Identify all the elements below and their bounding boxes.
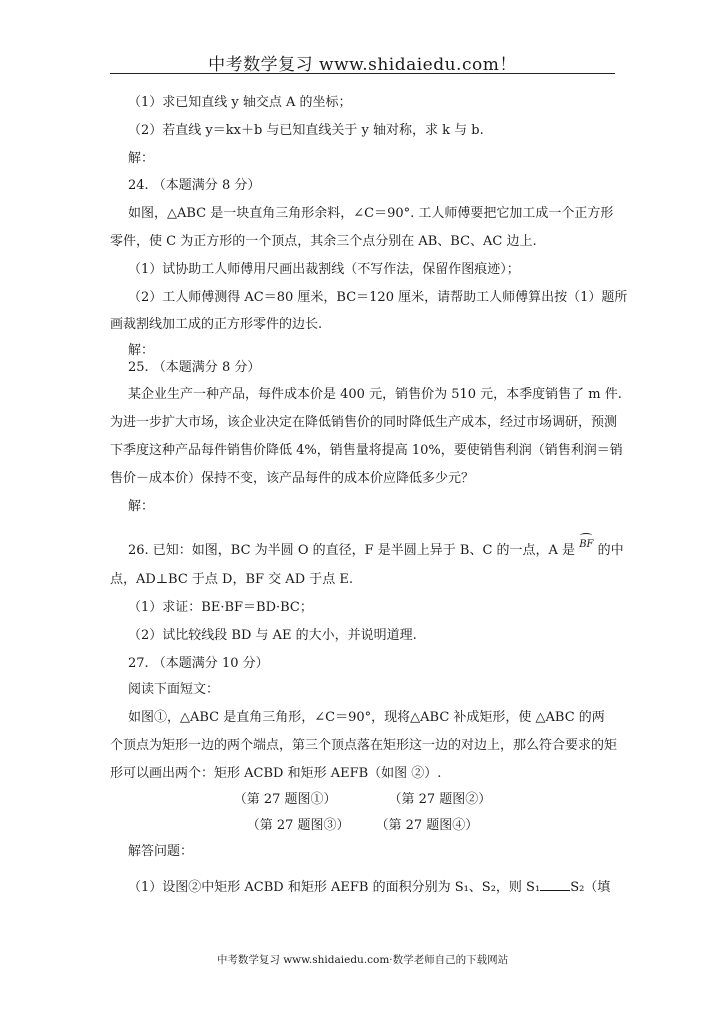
q27-part1-start: （1）设图②中矩形 ACBD 和矩形 AEFB 的面积分别为 S₁、S₂，则 S₁ [128,880,541,895]
q24-solution-label: 解： [128,343,155,358]
q25-solution-label: 解： [128,499,155,514]
q24-line2: 零件，使 C 为正方形的一个顶点，其余三个点分别在 AB、BC、AC 边上. [110,234,537,249]
q23-part2: （2）若直线 y＝kx＋b 与已知直线关于 y 轴对称，求 k 与 b. [128,123,484,138]
q27-part1-end: S₂（填 [570,880,611,895]
q24-part2: （2）工人师傅测得 AC＝80 厘米，BC＝120 厘米，请帮助工人师傅算出按（1）题所 [128,290,628,305]
fill-in-blank [540,878,570,891]
figure-captions-row2: （第 27 题图③） （第 27 题图④） [246,818,479,833]
q26-part2: （2）试比较线段 BD 与 AE 的大小，并说明道理. [128,628,417,643]
q27-title: 27. （本题满分 10 分） [128,656,269,671]
q25-line3: 下季度这种产品每件销售价降低 4%，销售量将提高 10%，要使销售利润（销售利润＝销 [110,443,623,458]
q27-part1 [128,878,620,897]
q24-part1: （1）试协助工人师傅用尺画出裁割线（不写作法，保留作图痕迹）； [128,262,520,277]
q23-solution-label: 解： [128,151,155,166]
q25-title: 25. （本题满分 8 分） [128,360,261,375]
q27-line2: 个顶点为矩形一边的两个端点，第三个顶点落在矩形这一边的对边上，那么符合要求的矩 [110,738,618,753]
arc-bf-label: BF [579,534,593,554]
page-header-title: 中考数学复习 www.shidaiedu.com！ [208,55,517,75]
q26-part1: （1）求证：BE·BF＝BD·BC； [128,600,313,615]
page-footer: 中考数学复习 www.shidaiedu.com·数学老师自己的下载网站 [216,954,509,966]
q23-part1: （1）求已知直线 y 轴交点 A 的坐标； [128,95,352,110]
q24-title: 24. （本题满分 8 分） [128,178,261,193]
figure-captions-row1: （第 27 题图①） （第 27 题图②） [233,792,492,807]
header-divider [110,73,615,74]
q27-read-label: 阅读下面短文： [128,682,220,697]
q25-line1: 某企业生产一种产品，每件成本价是 400 元，销售价为 510 元，本季度销售了 m 件. [128,387,622,402]
q26-line1-start: 26. 已知：如图，BC 为半圆 O 的直径，F 是半圆上异于 B、C 的一点，A 是 [128,543,576,558]
answer-label: 解答问题： [128,844,194,859]
q26-line1-end: 的中 [597,543,624,558]
q24-line1: 如图，△ABC 是一块直角三角形余料，∠C＝90°. 工人师傅要把它加工成一个正方形 [128,206,614,221]
q27-line1: 如图①，△ABC 是直角三角形，∠C＝90°，现将△ABC 补成矩形，使 △ABC 的两 [128,710,605,725]
q26-line1 [128,534,624,560]
q25-line2: 为进一步扩大市场，该企业决定在降低销售价的同时降低生产成本，经过市场调研，预测 [110,415,618,430]
q25-line4: 售价－成本价）保持不变，该产品每件的成本价应降低多少元？ [110,471,475,486]
q27-line3: 形可以画出两个：矩形 ACBD 和矩形 AEFB（如图 ②）. [110,766,442,781]
q26-line2: 点，AD⊥BC 于点 D，BF 交 AD 于点 E. [110,572,354,587]
q24-line5: 画裁割线加工成的正方形零件的边长. [110,317,323,332]
